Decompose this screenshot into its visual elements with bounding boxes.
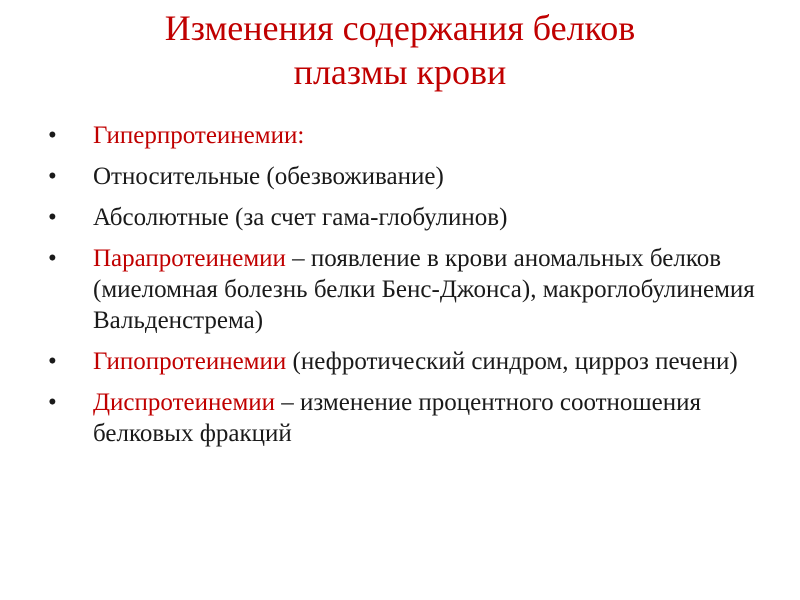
bullet-dot-icon: • [48,245,57,272]
bullet-item-hyperproteinemia [48,120,768,151]
bullet-dot-icon: • [48,163,57,190]
bullet-text: – изменение процентного соотношения белковых фракций [93,389,702,447]
bullet-text: – появление в крови аномальных белков (миеломная болезнь белки Бенс-Джонса), макроглобулинемия Вальденстрема) [93,245,755,334]
bullet-dot-icon: • [48,204,57,231]
bullet-term: Диспротеинемии [93,389,276,416]
title-line-1: Изменения содержания белков [164,8,636,48]
bullet-term: Гиперпротеинемии: [93,122,305,149]
bullet-dot-icon: • [48,122,57,149]
bullet-item-dysproteinemia [48,387,768,449]
bullet-item-relative [48,161,768,192]
title-line-2: плазмы крови [293,52,507,92]
bullet-dot-icon: • [48,389,57,416]
bullet-text: Относительные (обезвоживание) [93,163,444,190]
slide-title [0,6,800,94]
bullet-list [48,120,768,459]
bullet-term: Гипопротеинемии [93,348,287,375]
bullet-item-absolute [48,202,768,233]
bullet-item-paraproteinemia [48,243,768,336]
bullet-text: (нефротический синдром, цирроз печени) [286,348,738,375]
bullet-term: Парапротеинемии [93,245,286,272]
bullet-text: Абсолютные (за счет гама-глобулинов) [93,204,508,231]
bullet-dot-icon: • [48,348,57,375]
bullet-item-hypoproteinemia [48,346,768,377]
